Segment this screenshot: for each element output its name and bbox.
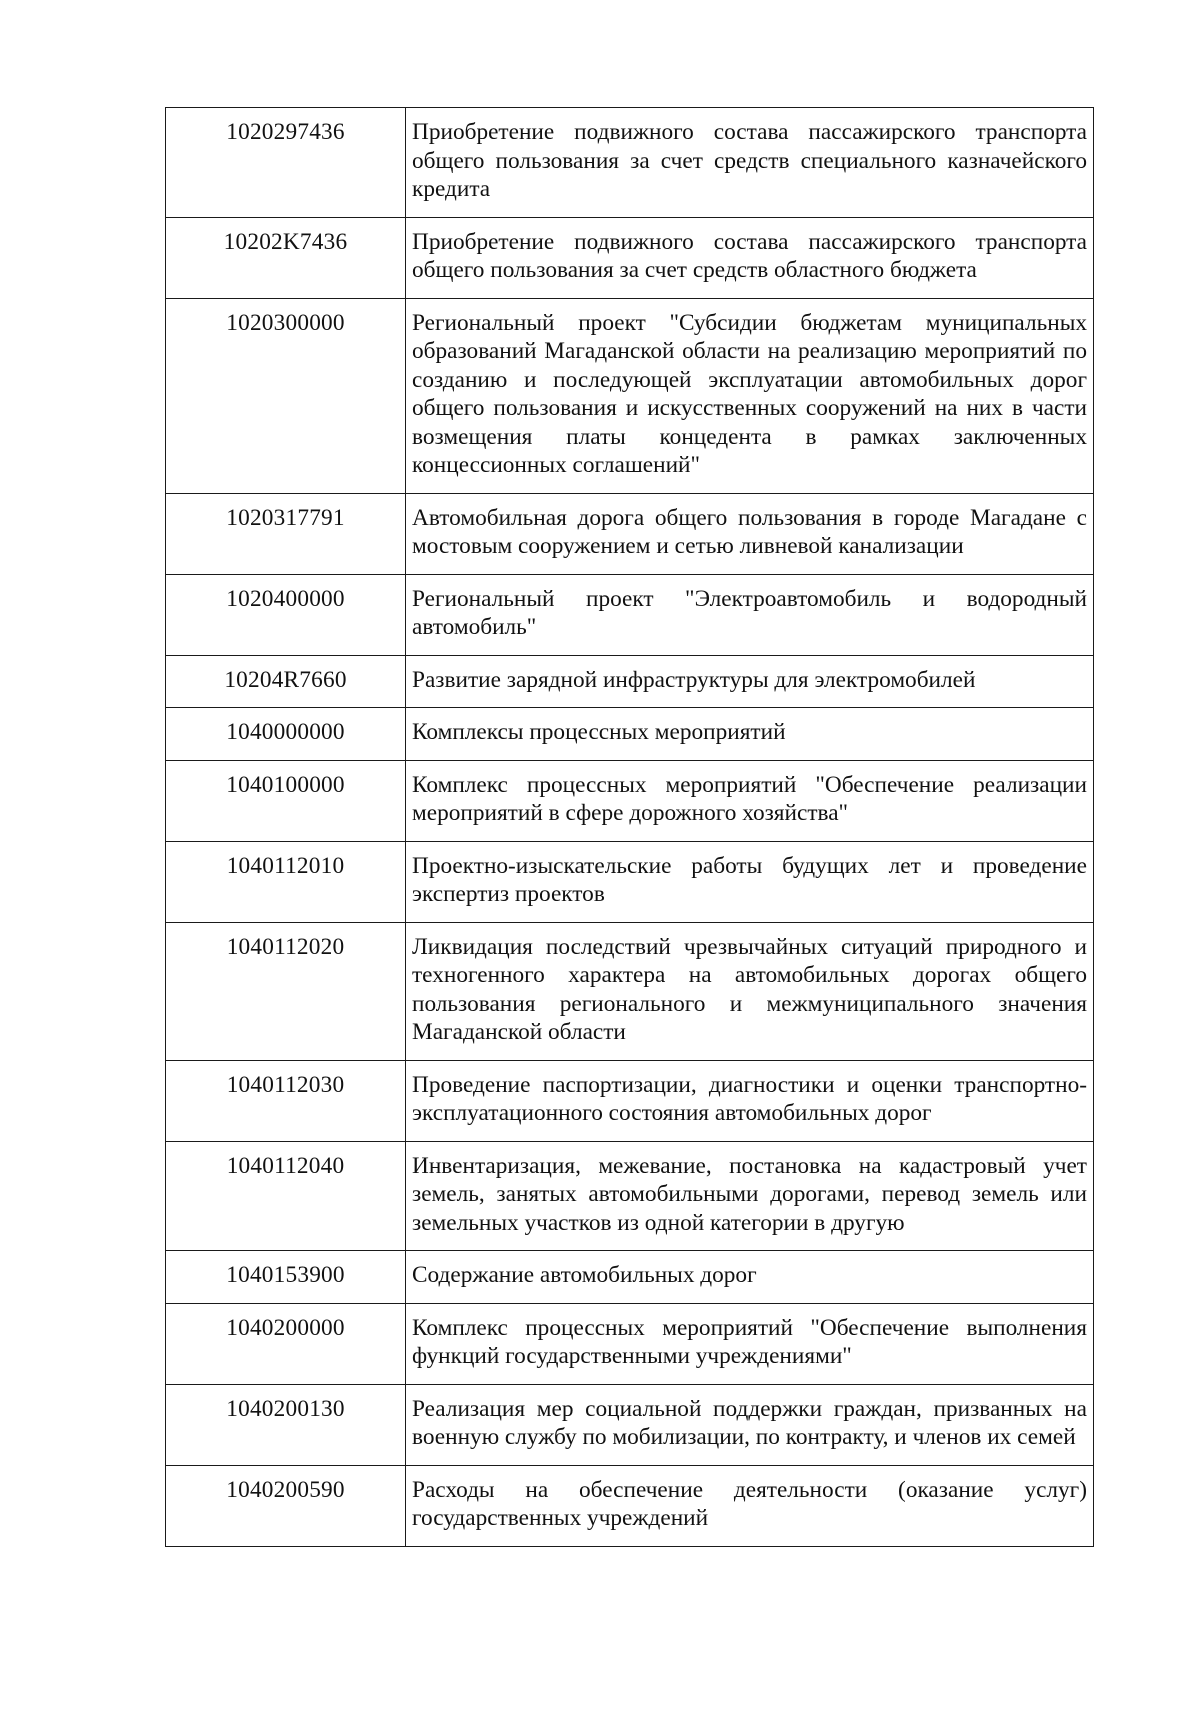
code-description: Приобретение подвижного состава пассажирского транспорта общего пользования за счет средств специального казначейского кредита: [406, 108, 1094, 218]
code-description: Расходы на обеспечение деятельности (оказание услуг) государственных учреждений: [406, 1465, 1094, 1546]
budget-code-table: [165, 107, 1094, 1547]
code-description: Комплекс процессных мероприятий "Обеспечение реализации мероприятий в сфере дорожного хозяйства": [406, 760, 1094, 841]
code-description: Комплекс процессных мероприятий "Обеспечение выполнения функций государственными учреждениями": [406, 1303, 1094, 1384]
classification-code: 1040100000: [166, 760, 406, 841]
classification-code: 1040153900: [166, 1251, 406, 1304]
classification-code: 1040112010: [166, 841, 406, 922]
table-row: [166, 1060, 1094, 1141]
table-row: [166, 1465, 1094, 1546]
table-row: [166, 1384, 1094, 1465]
code-description: Региональный проект "Субсидии бюджетам муниципальных образований Магаданской области на реализацию мероприятий по созданию и последующей эксплуатации автомобильных дорог общего пользования и искусственных сооружений на них в части возмещения платы концедента в рамках заключенных концессионных соглашений": [406, 298, 1094, 493]
table-row: [166, 1251, 1094, 1304]
table-row: [166, 922, 1094, 1060]
classification-code: 10202K7436: [166, 217, 406, 298]
classification-code: 1020297436: [166, 108, 406, 218]
table-row: [166, 298, 1094, 493]
table-row: [166, 1303, 1094, 1384]
classification-code: 1020300000: [166, 298, 406, 493]
table-row: [166, 655, 1094, 708]
classification-code: 1040200130: [166, 1384, 406, 1465]
code-description: Региональный проект "Электроавтомобиль и водородный автомобиль": [406, 574, 1094, 655]
table-row: [166, 708, 1094, 761]
classification-code: 1040200000: [166, 1303, 406, 1384]
code-description: Комплексы процессных мероприятий: [406, 708, 1094, 761]
classification-code: 1040200590: [166, 1465, 406, 1546]
code-description: Автомобильная дорога общего пользования в городе Магадане с мостовым сооружением и сетью ливневой канализации: [406, 493, 1094, 574]
code-description: Проведение паспортизации, диагностики и оценки транспортно-эксплуатационного состояния автомобильных дорог: [406, 1060, 1094, 1141]
code-description: Содержание автомобильных дорог: [406, 1251, 1094, 1304]
code-description: Развитие зарядной инфраструктуры для электромобилей: [406, 655, 1094, 708]
table-row: [166, 760, 1094, 841]
table-row: [166, 574, 1094, 655]
classification-code: 1020400000: [166, 574, 406, 655]
table-row: [166, 841, 1094, 922]
classification-code: 1020317791: [166, 493, 406, 574]
code-description: Ликвидация последствий чрезвычайных ситуаций природного и техногенного характера на автомобильных дорогах общего пользования регионального и межмуниципального значения Магаданской области: [406, 922, 1094, 1060]
classification-code: 1040112020: [166, 922, 406, 1060]
code-description: Реализация мер социальной поддержки граждан, призванных на военную службу по мобилизации, по контракту, и членов их семей: [406, 1384, 1094, 1465]
code-description: Приобретение подвижного состава пассажирского транспорта общего пользования за счет средств областного бюджета: [406, 217, 1094, 298]
table-row: [166, 493, 1094, 574]
code-description: Инвентаризация, межевание, постановка на кадастровый учет земель, занятых автомобильными дорогами, перевод земель или земельных участков из одной категории в другую: [406, 1141, 1094, 1251]
classification-code: 1040112040: [166, 1141, 406, 1251]
classification-code: 1040112030: [166, 1060, 406, 1141]
classification-code: 1040000000: [166, 708, 406, 761]
classification-code: 10204R7660: [166, 655, 406, 708]
code-description: Проектно-изыскательские работы будущих лет и проведение экспертиз проектов: [406, 841, 1094, 922]
table-row: [166, 217, 1094, 298]
table-row: [166, 108, 1094, 218]
table-row: [166, 1141, 1094, 1251]
